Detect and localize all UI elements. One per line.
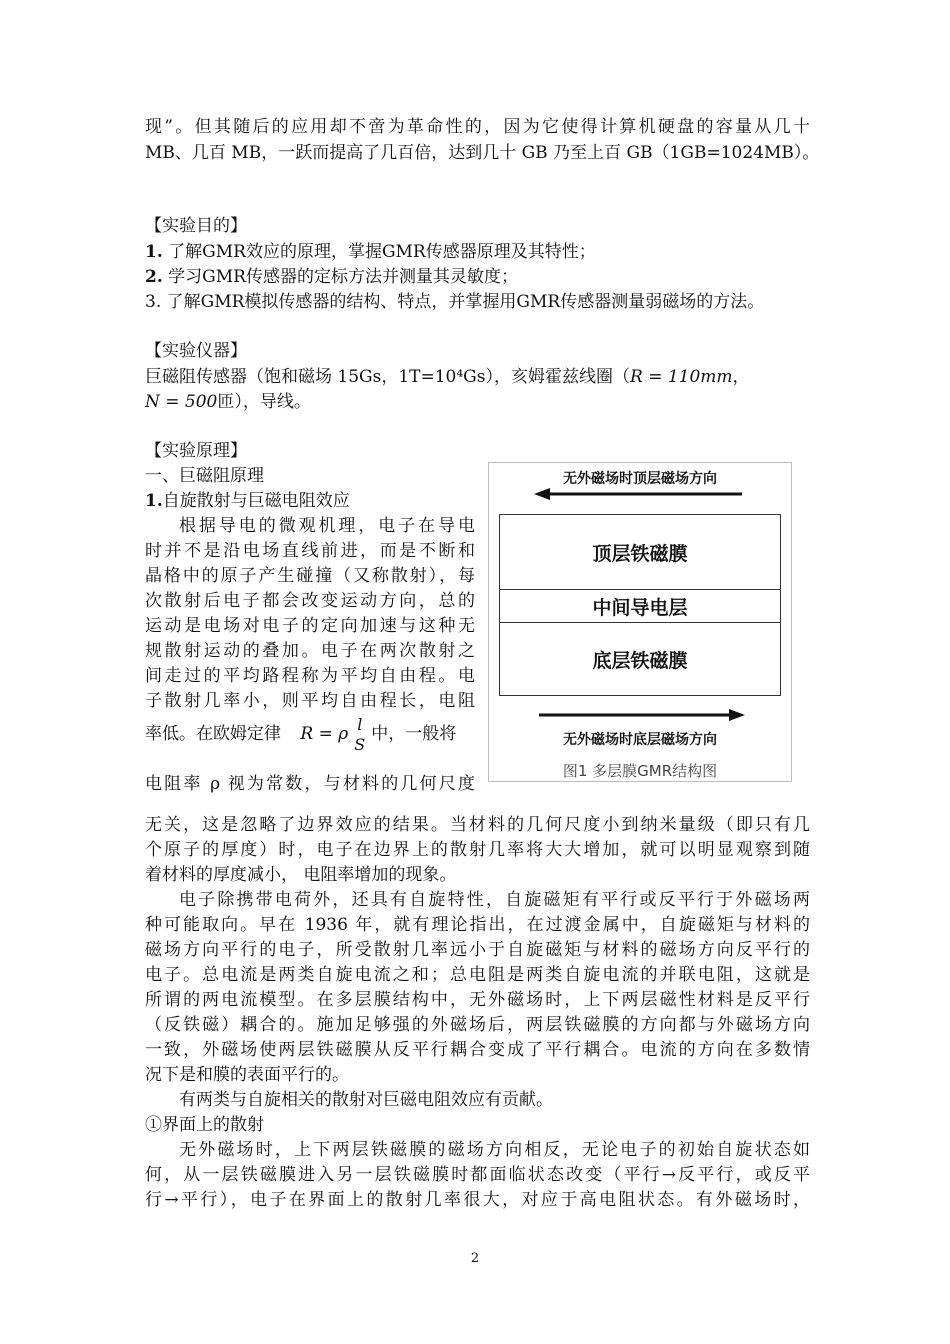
narrow-line-8: 子散射几率小，则平均自由程长，电阻 xyxy=(145,691,475,711)
layer-bottom-ferromagnetic: 底层铁磁膜 xyxy=(499,622,781,696)
ohm-law-numerator: l xyxy=(357,714,363,734)
purpose-item-1 xyxy=(145,240,596,265)
ohm-law-denominator: S xyxy=(354,734,366,754)
layer-top-ferromagnetic: 顶层铁磁膜 xyxy=(499,514,781,590)
ohm-law-fraction xyxy=(354,715,365,755)
subsection-num: 1. xyxy=(145,491,163,511)
para2-line-5: 所谓的两电流模型。在多层膜结构中，无外磁场时，上下两层磁性材料是反平行 xyxy=(145,990,810,1010)
intro-line-2: MB、几百 MB，一跃而提高了几百倍，达到几十 GB 乃至上百 GB（1GB=1024MB）。 xyxy=(145,143,820,163)
ohm-law-post: 中，一般将 xyxy=(371,724,457,744)
bottom-field-label: 无外磁场时底层磁场方向 xyxy=(563,732,717,748)
principle-heading: 【实验原理】 xyxy=(145,441,247,461)
wide-line-3: 着材料的厚度减小， 电阻率增加的现象。 xyxy=(145,865,457,885)
purpose-item-1-text: 了解GMR效应的原理，掌握GMR传感器原理及其特性； xyxy=(162,242,596,262)
right-arrow-icon xyxy=(537,708,747,722)
para2-line-7: 一致，外磁场使两层铁磁膜从反平行耦合变成了平行耦合。电流的方向在多数情 xyxy=(145,1040,810,1060)
section-gmr-principle: 一、巨磁阻原理 xyxy=(145,466,264,486)
purpose-item-2-text: 学习GMR传感器的定标方法并测量其灵敏度； xyxy=(162,267,518,287)
instruments-text: 巨磁阻传感器（饱和磁场 15Gs，1T=10⁴Gs），亥姆霍兹线圈（ xyxy=(145,367,630,387)
para2-line-4: 电子。总电流是两类自旋电流之和；总电阻是两类自旋电流的并联电阻，这就是 xyxy=(145,965,810,985)
layer-middle-conductive: 中间导电层 xyxy=(499,589,781,623)
purpose-item-2 xyxy=(145,265,518,290)
wide-line-2: 个原子的厚度）时，电子在边界上的散射几率将大大增加，就可以明显观察到随 xyxy=(145,840,810,860)
helmholtz-radius: R = 110mm xyxy=(630,367,733,387)
instruments-line-2-text: 匝），导线。 xyxy=(217,392,311,412)
para2-line-1: 电子除携带电荷外，还具有自旋特性，自旋磁矩有平行或反平行于外磁场两 xyxy=(179,890,810,910)
para2-line-2: 种可能取向。早在 1936 年，就有理论指出，在过渡金属中，自旋磁矩与材料的 xyxy=(145,915,810,935)
para3: 有两类与自旋相关的散射对巨磁电阻效应有贡献。 xyxy=(179,1090,553,1110)
para4-line-3: 行→平行），电子在界面上的散射几率很大，对应于高电阻状态。有外磁场时， xyxy=(145,1190,810,1210)
figure-caption: 图1 多层膜GMR结构图 xyxy=(562,762,718,780)
wide-line-1: 无关，这是忽略了边界效应的结果。当材料的几何尺度小到纳米量级（即只有几 xyxy=(145,815,810,835)
narrow-line-last: 电阻率 ρ 视为常数，与材料的几何尺度 xyxy=(145,774,475,794)
instruments-comma: ， xyxy=(732,367,750,387)
purpose-item-2-num: 2. xyxy=(145,267,163,287)
ohm-law-lhs: R = ρ xyxy=(300,724,349,744)
narrow-line-4: 次散射后电子都会改变运动方向，总的 xyxy=(145,591,475,611)
left-arrow-icon xyxy=(534,487,744,501)
para2-line-3: 磁场方向平行的电子，所受散射几率远小于自旋磁矩与材料的磁场方向反平行的 xyxy=(145,940,810,960)
page-number: 2 xyxy=(470,1251,480,1266)
ohm-law-pre: 率低。在欧姆定律 xyxy=(145,724,281,744)
narrow-line-3: 晶格中的原子产生碰撞（又称散射），每 xyxy=(145,566,475,586)
purpose-heading: 【实验目的】 xyxy=(145,216,247,236)
gmr-structure-figure xyxy=(488,462,792,782)
instruments-line-2 xyxy=(145,390,311,415)
instruments-line-1 xyxy=(145,365,750,390)
narrow-line-6: 规散射运动的叠加。电子在两次散射之 xyxy=(145,641,475,661)
purpose-item-1-num: 1. xyxy=(145,242,163,262)
purpose-item-3: 3. 了解GMR模拟传感器的结构、特点，并掌握用GMR传感器测量弱磁场的方法。 xyxy=(145,292,765,312)
coil-turns: N = 500 xyxy=(145,392,218,412)
subsection-title: 自旋散射与巨磁电阻效应 xyxy=(162,491,350,511)
sub-interface-scattering: ①界面上的散射 xyxy=(145,1115,264,1135)
para4-line-1: 无外磁场时，上下两层铁磁膜的磁场方向相反，无论电子的初始自旋状态如 xyxy=(179,1140,810,1160)
narrow-line-7: 间走过的平均路程称为平均自由程。电 xyxy=(145,666,475,686)
intro-line-1: 现”。但其随后的应用却不啻为革命性的，因为它使得计算机硬盘的容量从几十 xyxy=(145,117,810,137)
para2-line-6: （反铁磁）耦合的。施加足够强的外磁场后，两层铁磁膜的方向都与外磁场方向 xyxy=(145,1015,810,1035)
para4-line-2: 何，从一层铁磁膜进入另一层铁磁膜时都面临状态改变（平行→反平行，或反平 xyxy=(145,1165,810,1185)
ohm-law-line xyxy=(145,712,456,756)
instruments-heading: 【实验仪器】 xyxy=(145,341,247,361)
subsection-spin-scattering xyxy=(145,489,350,514)
narrow-line-2: 时并不是沿电场直线前进，而是不断和 xyxy=(145,541,475,561)
top-field-label: 无外磁场时顶层磁场方向 xyxy=(563,471,717,487)
para2-line-8: 况下是和膜的表面平行的。 xyxy=(145,1065,349,1085)
narrow-line-5: 运动是电场对电子的定向加速与这种无 xyxy=(145,616,475,636)
narrow-line-1: 根据导电的微观机理，电子在导电 xyxy=(179,516,475,536)
